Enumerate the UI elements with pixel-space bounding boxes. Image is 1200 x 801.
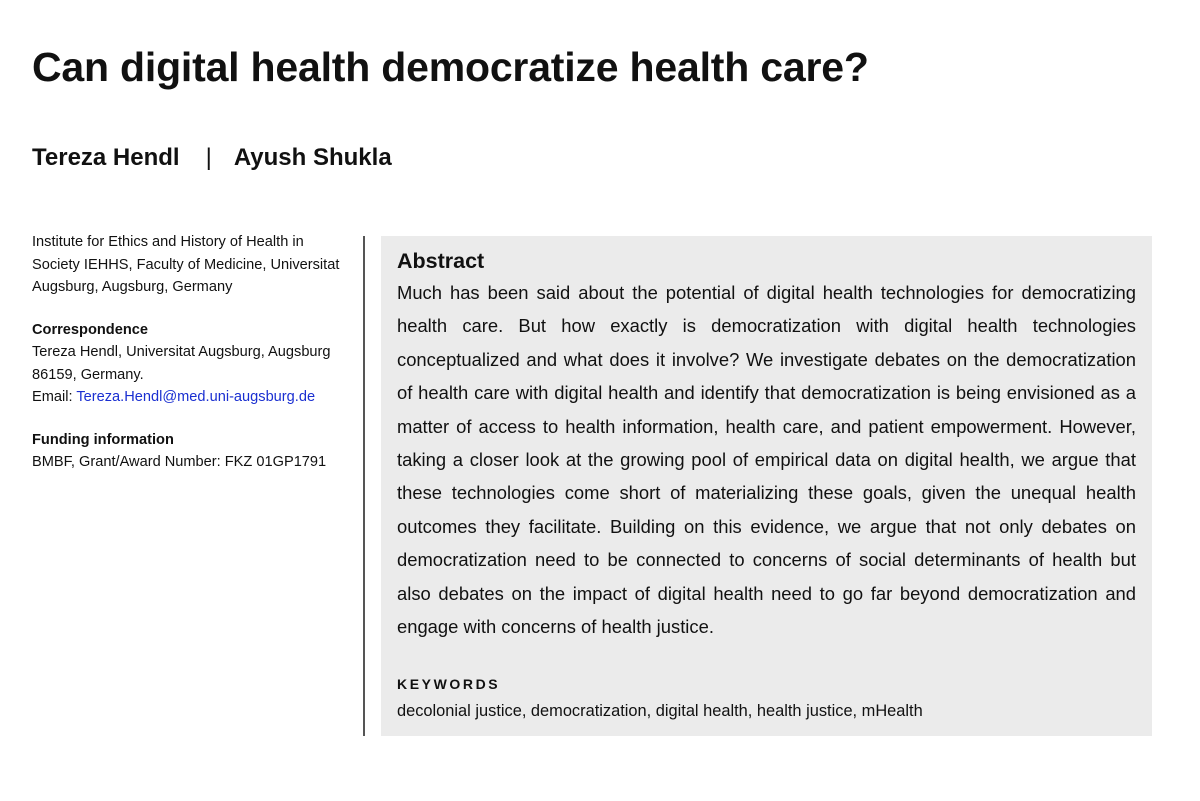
affiliation-text: Institute for Ethics and History of Health in Society IEHHS, Faculty of Medicine, Universitat Augsburg, Augsburg, Germany [32,234,340,295]
article-title: Can digital health democratize health care? [32,44,869,90]
article-sidebar [32,231,354,494]
funding-heading: Funding information [32,431,174,448]
column-divider [363,236,365,736]
author-list [32,144,392,173]
keywords-list: decolonial justice, democratization, digital health, health justice, mHealth [397,702,923,720]
keywords-label: KEYWORDS [397,676,501,692]
correspondence-block [32,319,354,409]
abstract-heading: Abstract [397,249,485,273]
abstract-box [381,236,1152,736]
correspondence-email-line [32,386,354,409]
email-label: Email: [32,389,73,405]
funding-text: BMBF, Grant/Award Number: FKZ 01GP1791 [32,454,327,470]
correspondence-text: Tereza Hendl, Universitat Augsburg, Augsburg 86159, Germany. [32,344,331,383]
correspondence-heading: Correspondence [32,321,148,338]
author-name: Ayush Shukla [233,144,392,171]
funding-block [32,429,354,474]
email-link[interactable]: Tereza.Hendl@med.uni-augsburg.de [76,389,316,405]
abstract-text: Much has been said about the potential of digital health technologies for democratizing health care. But how exactly is democratization with digital health technologies conceptualized and what does it involve? We investigate debates on the democratization of health care with digital health and identify that democratization is being envisioned as a matter of access to health information, health care, and patient empowerment. However, taking a closer look at the growing pool of empirical data on digital health, we argue that these technologies come short of materializing these goals, given the unequal health outcomes they facilitate. Building on this evidence, we argue that not only debates on democratization need to be connected to concerns of social determinants of health but also debates on the impact of digital health need to go far beyond democratization and engage with concerns of health justice. [397,282,1136,638]
affiliation-block [32,231,354,299]
author-name: Tereza Hendl [32,144,180,171]
author-separator: | [205,144,212,171]
